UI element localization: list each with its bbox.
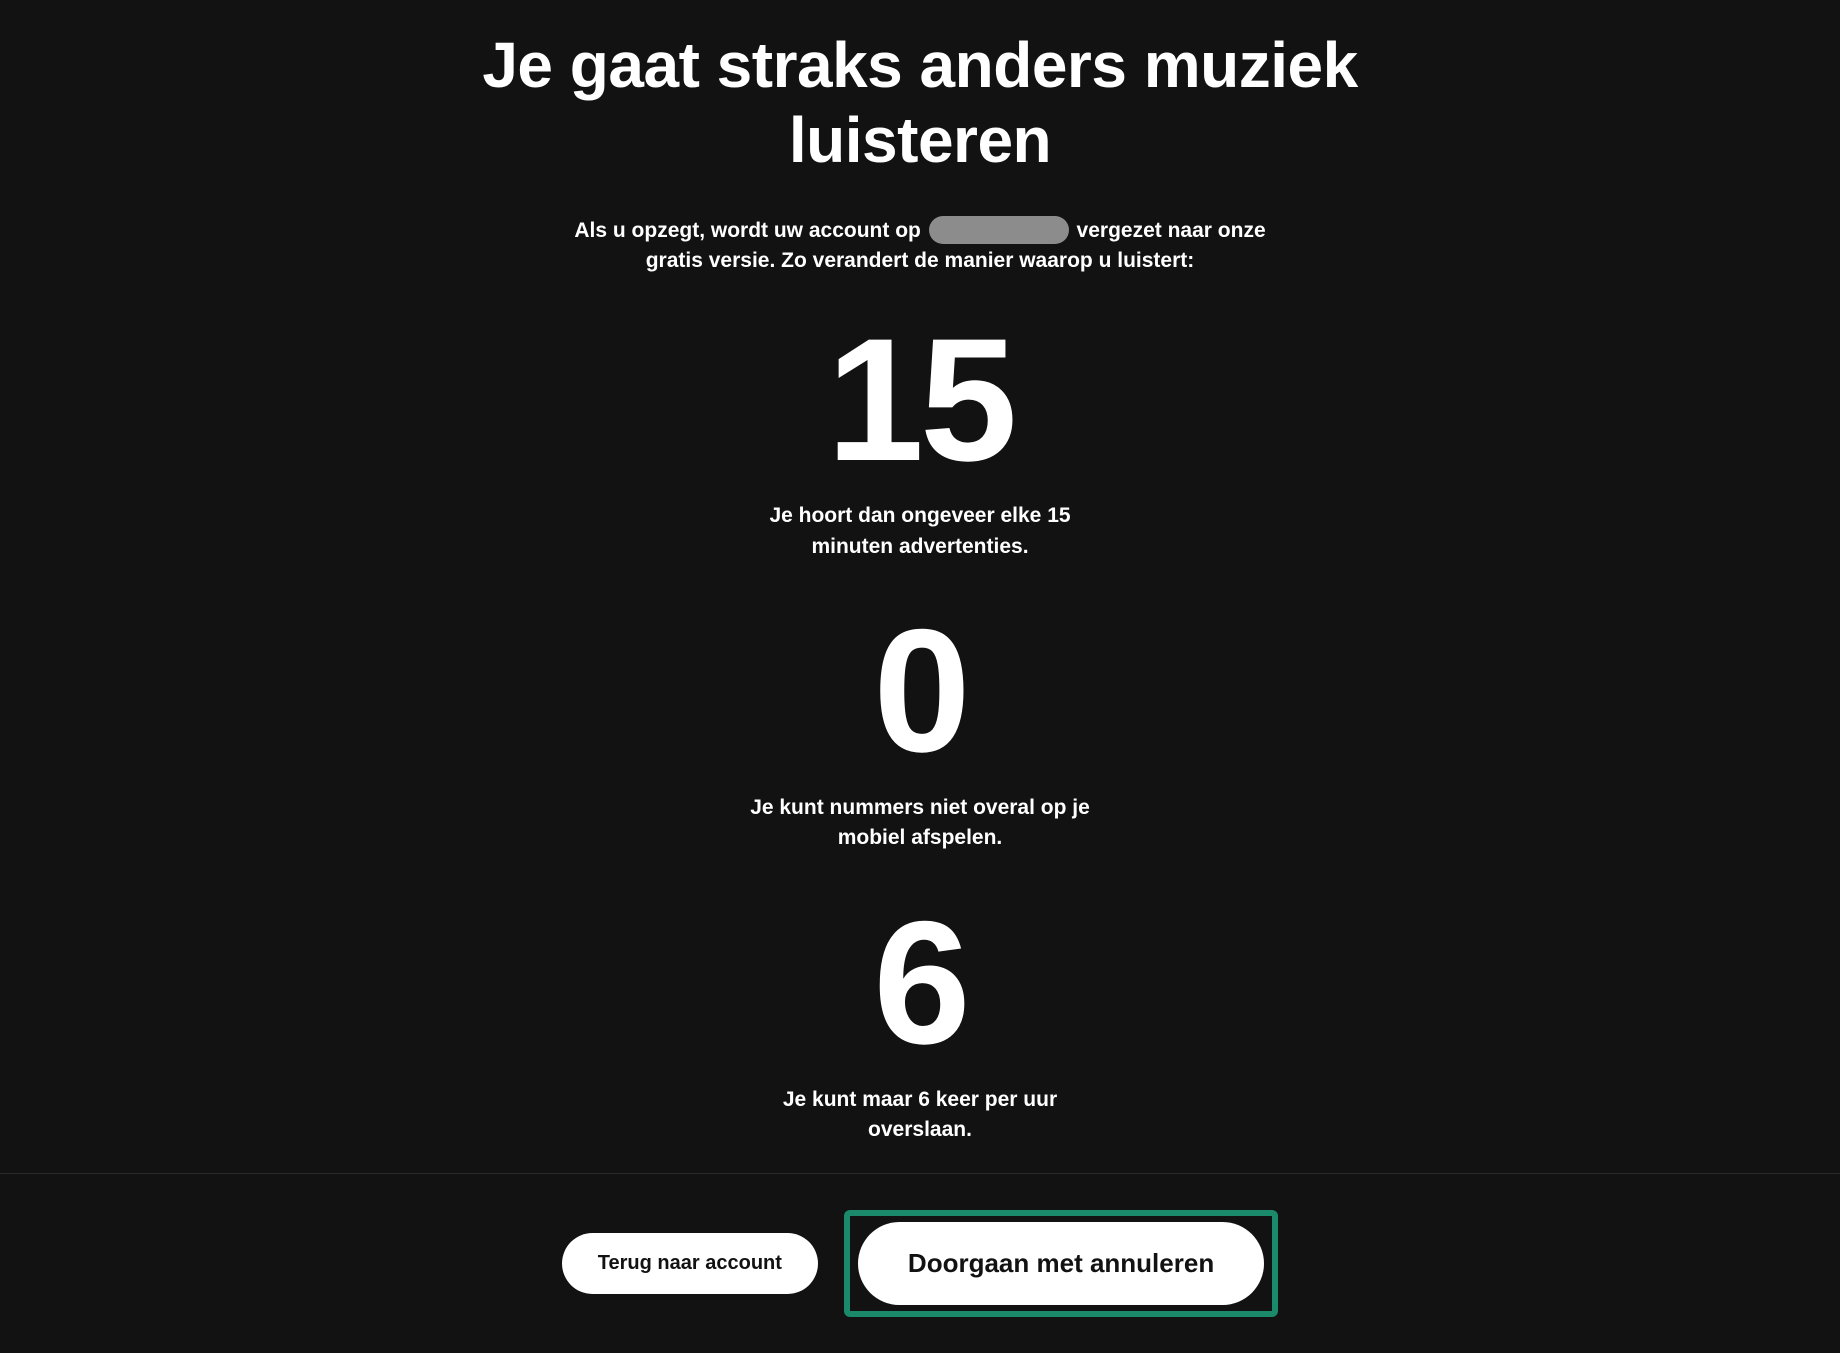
- back-to-account-button[interactable]: Terug naar account: [562, 1233, 818, 1294]
- stat-caption: Je kunt nummers niet overal op je mobiel afspelen.: [750, 796, 1090, 850]
- stat-number: 0: [873, 594, 967, 790]
- continue-cancel-button[interactable]: Doorgaan met annuleren: [858, 1222, 1264, 1305]
- stat-caption: Je hoort dan ongeveer elke 15 minuten advertenties.: [769, 504, 1071, 558]
- stat-item: [40, 885, 1800, 1146]
- stat-caption: Je kunt maar 6 keer per uur overslaan.: [782, 1087, 1058, 1142]
- stat-item: [40, 302, 1800, 563]
- page-subtext-before: Als u opzegt, wordt uw account op: [574, 218, 921, 242]
- stat-item: [40, 594, 1800, 854]
- page-title: Je gaat straks anders muziek luisteren: [482, 29, 1358, 176]
- continue-cancel-highlight: [844, 1210, 1278, 1317]
- redacted-account-name: [929, 216, 1069, 244]
- footer-action-bar: [0, 1173, 1840, 1353]
- stat-number: 15: [826, 302, 1014, 498]
- page-subtext: [565, 216, 1275, 277]
- page-subtext-after: vergezet naar onze gratis versie. Zo verandert de manier waarop u luistert:: [645, 218, 1266, 273]
- stat-number: 6: [873, 885, 967, 1081]
